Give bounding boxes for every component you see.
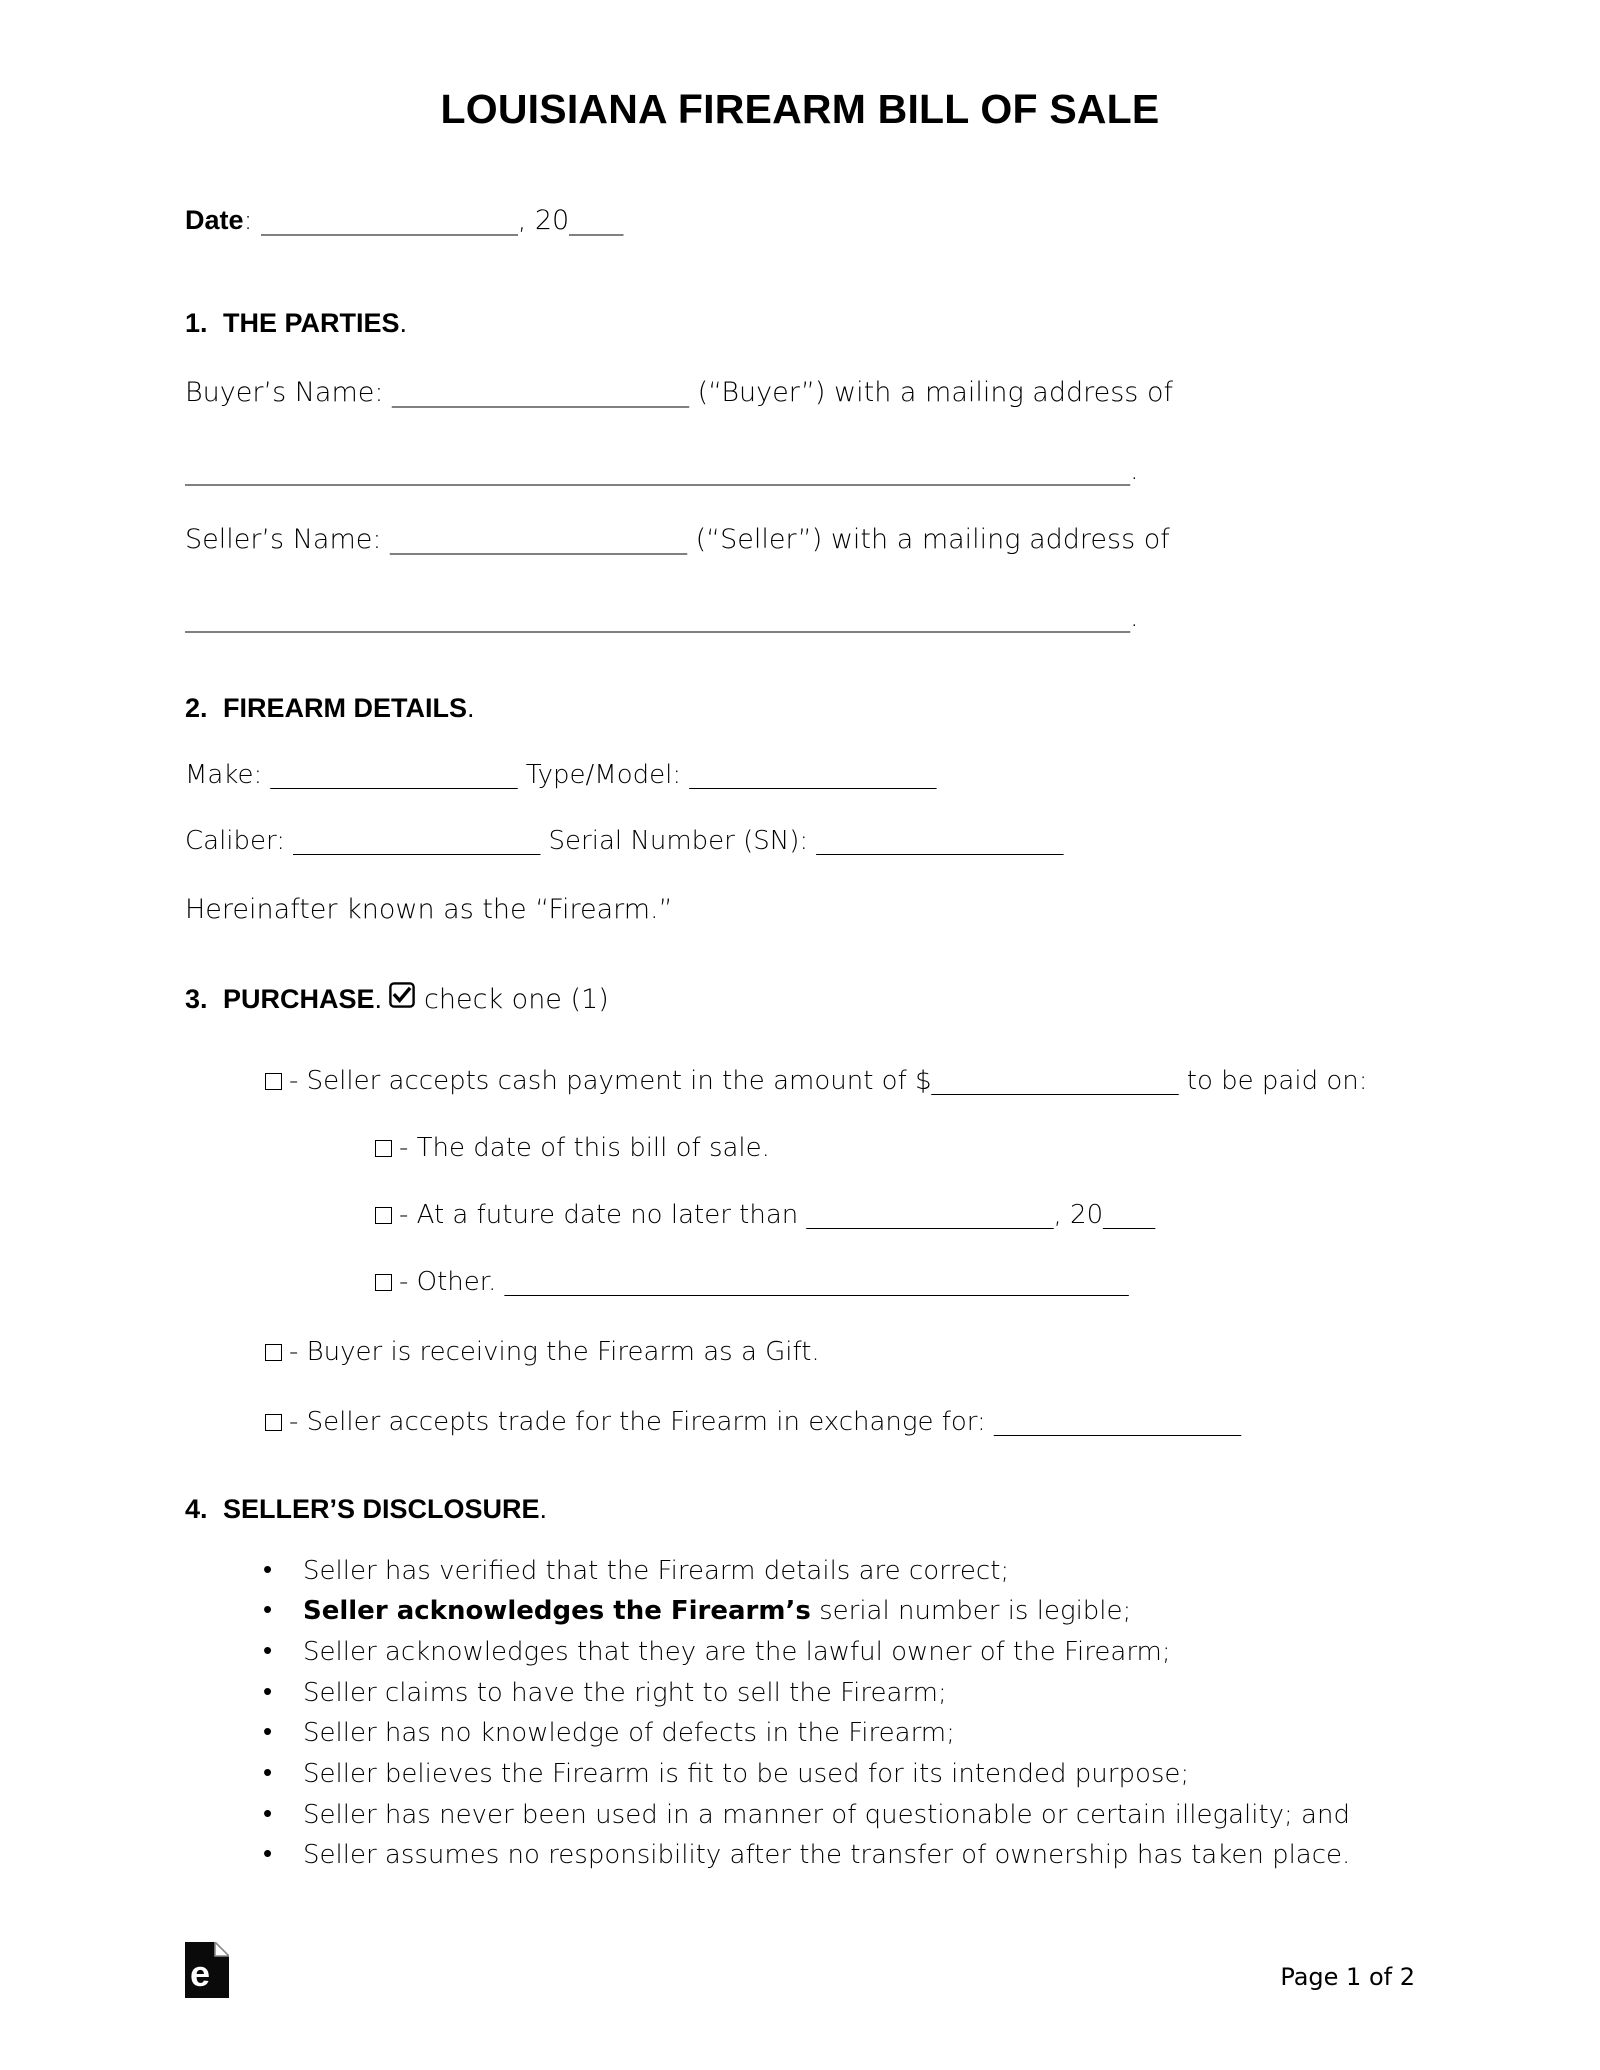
section-title-parties: THE PARTIES	[223, 308, 400, 339]
buyer-address-blank[interactable]: ______________________________________________________________________.	[185, 455, 1139, 487]
list-item	[263, 1634, 1415, 1672]
checkbox-icon-date-of-bill-of-sale[interactable]	[375, 1140, 392, 1157]
checkbox-icon-trade[interactable]	[265, 1414, 282, 1431]
section-title-period-1: .	[399, 308, 408, 339]
firearm-make-model-row[interactable]: Make: ___________________ Type/Model: ___________________	[185, 760, 937, 791]
option-trade[interactable]	[265, 1404, 1405, 1441]
section-heading-purchase	[185, 982, 1415, 1015]
section-number-1: 1.	[185, 308, 208, 339]
seller-name-row[interactable]: Seller’s Name: ______________________ (“Seller”) with a mailing address of	[185, 524, 1170, 556]
page-number-label: Page 1 of 2	[1280, 1963, 1415, 1991]
bullet-text: Seller believes the Firearm is fit to be used for its intended purpose;	[303, 1758, 1190, 1789]
option-label-trade: - Seller accepts trade for the Firearm in exchange for: ___________________	[289, 1406, 1242, 1437]
section-heading-parties	[185, 308, 1415, 339]
option-future-date[interactable]	[375, 1197, 1415, 1234]
bullet-lead-text: Seller acknowledges the Firearm’s	[303, 1596, 811, 1627]
bullet-text: Seller has verified that the Firearm details are correct;	[303, 1555, 1010, 1586]
bullet-text: Seller assumes no responsibility after the transfer of ownership has taken place.	[303, 1840, 1351, 1871]
option-label-other: - Other. ________________________________________________	[399, 1266, 1129, 1297]
checkbox-icon-gift[interactable]	[265, 1344, 282, 1361]
section-title-purchase: PURCHASE	[223, 984, 375, 1015]
list-item	[263, 1593, 1415, 1631]
option-cash-payment[interactable]	[265, 1063, 1405, 1100]
section-number-4: 4.	[185, 1493, 208, 1524]
date-label: Date	[185, 205, 244, 236]
list-item	[263, 1715, 1415, 1753]
section-title-firearm-details: FIREARM DETAILS	[223, 693, 467, 724]
checkbox-icon-cash-payment[interactable]	[265, 1073, 282, 1090]
buyer-name-row[interactable]: Buyer’s Name: ______________________ (“Buyer”) with a mailing address of	[185, 377, 1173, 409]
list-item	[263, 1675, 1415, 1713]
section-number-3: 3.	[185, 984, 208, 1015]
option-other[interactable]	[375, 1264, 1415, 1301]
firearm-hereinafter-text: Hereinafter known as the “Firearm.”	[185, 894, 673, 926]
bullet-text: Seller acknowledges that they are the lawful owner of the Firearm;	[303, 1636, 1171, 1667]
list-item	[263, 1756, 1415, 1794]
option-date-of-bill-of-sale[interactable]	[375, 1130, 1415, 1167]
seller-address-blank[interactable]: ______________________________________________________________________.	[185, 602, 1139, 634]
page-footer	[185, 1935, 1415, 2025]
section-heading-sellers-disclosure	[185, 1494, 1415, 1525]
option-label-cash-payment: - Seller accepts cash payment in the amount of $___________________ to be paid on:	[289, 1066, 1368, 1097]
list-item	[263, 1797, 1415, 1835]
section-title-period-2: .	[467, 693, 475, 724]
page-title: LOUISIANA FIREARM BILL OF SALE	[440, 86, 1160, 132]
section-title-period-3: .	[374, 984, 383, 1015]
section-number-2: 2.	[185, 693, 208, 724]
date-blank[interactable]: : ___________________, 20____	[243, 205, 624, 237]
checkbox-icon-other[interactable]	[375, 1274, 392, 1291]
option-label-future-date: - At a future date no later than ___________________, 20____	[399, 1199, 1156, 1230]
disclosure-bullet-list	[185, 1553, 1415, 1876]
bullet-text: serial number is legible;	[810, 1596, 1132, 1627]
list-item	[263, 1553, 1415, 1591]
svg-text:e: e	[189, 1953, 211, 1994]
bullet-text: Seller claims to have the right to sell the Firearm;	[303, 1677, 947, 1708]
option-label-gift: - Buyer is receiving the Firearm as a Gift.	[289, 1336, 820, 1367]
date-field-row	[185, 205, 1415, 236]
section-title-sellers-disclosure: SELLER’S DISCLOSURE	[223, 1493, 540, 1524]
section-heading-firearm-details	[185, 693, 1415, 724]
bullet-text: Seller has no knowledge of defects in the Firearm;	[303, 1718, 955, 1749]
checked-checkbox-icon	[389, 982, 415, 1008]
eforms-document-logo-icon[interactable]	[185, 1942, 229, 1998]
section-title-period-4: .	[539, 1493, 548, 1524]
firearm-caliber-serial-row[interactable]: Caliber: ___________________ Serial Number (SN): ___________________	[185, 826, 1064, 857]
checkbox-icon-future-date[interactable]	[375, 1207, 392, 1224]
option-gift[interactable]	[265, 1334, 1405, 1371]
bullet-text: Seller has never been used in a manner of questionable or certain illegality; and	[303, 1799, 1350, 1830]
list-item	[263, 1837, 1415, 1875]
check-one-instruction: check one (1)	[424, 984, 609, 1016]
option-label-date-of-bill-of-sale: - The date of this bill of sale.	[399, 1133, 770, 1163]
